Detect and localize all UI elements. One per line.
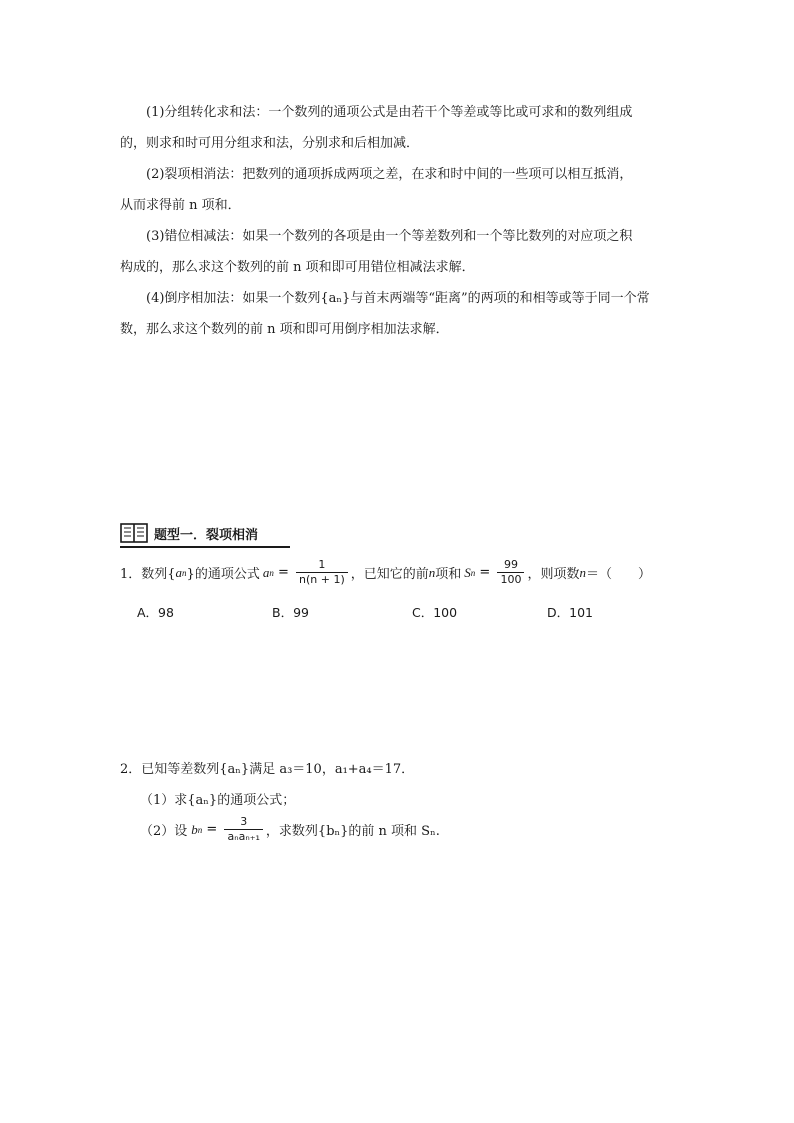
q1-mid2: ，已知它的前	[350, 567, 429, 582]
q1-frac2-num: 99	[503, 558, 518, 571]
question-2-line-1: 2．已知等差数列{aₙ}满足 a₃＝10，a₁+a₄＝17．	[120, 762, 415, 777]
method-3-line-1: (3)错位相减法：如果一个数列的各项是由一个等差数列和一个等比数列的对应项之积	[146, 229, 633, 244]
q1-fraction	[296, 558, 348, 587]
method-1-line-1: (1)分组转化求和法：一个数列的通项公式是由若干个等差或等比或可求和的数列组成	[146, 105, 633, 120]
method-4-line-1: (4)倒序相加法：如果一个数列{aₙ}与首末两端等“距离”的两项的和相等或等于同一个常	[146, 291, 650, 306]
q2-fraction	[224, 815, 262, 844]
q1-n2: n	[579, 564, 586, 580]
method-4-line-2: 数，那么求这个数列的前 n 项和即可用倒序相加法求解．	[120, 322, 449, 337]
q1-frac-den: n(n + 1)	[296, 572, 348, 587]
q2-frac-num: 3	[240, 815, 248, 828]
option-d[interactable]: D．101	[547, 605, 593, 620]
question-2-part-2: （2）设 b n = $\frac{3}{\text{aₙaₙ₊₁}}$ ，求数列{bₙ}的前 n 项和 Sₙ.	[140, 815, 440, 843]
option-b[interactable]: B．99	[272, 605, 309, 620]
q1-n1: n	[428, 564, 436, 580]
method-1-line-2: 的，则求和时可用分组求和法，分别求和后相加减．	[120, 136, 420, 151]
method-2-line-1: (2)裂项相消法：把数列的通项拆成两项之差，在求和时中间的一些项可以相互抵消，	[146, 167, 633, 182]
option-c[interactable]: C．100	[412, 605, 458, 620]
q1-sub-n: n	[182, 567, 187, 578]
q1-frac-num: 1	[318, 558, 326, 571]
q1-fraction-2	[497, 558, 524, 587]
section-title: 题型一．裂项相消	[154, 527, 259, 543]
method-2-line-2: 从而求得前 n 项和．	[120, 198, 241, 213]
question-1: 1．数列{ a n }的通项公式 a n = $\frac{1}{n(n + 1)}$ ，已知它的前 n 项和 S n = $\frac{99}{100}$ ，则项数 n ＝（ ）	[120, 558, 651, 586]
option-a[interactable]: A．98	[137, 605, 174, 620]
section-header	[120, 521, 290, 545]
q1-suffix: ＝（ ）	[585, 567, 651, 582]
q2-b: b	[191, 821, 198, 837]
q1-mid3: 项和	[435, 567, 462, 582]
q1-S: S	[464, 564, 471, 580]
q1-a: a	[175, 564, 183, 580]
section-underline	[120, 546, 290, 548]
book-icon	[120, 523, 148, 543]
q2-suffix: ，求数列{bₙ}的前 n 项和 Sₙ.	[265, 824, 440, 839]
q1-frac2-den: 100	[497, 572, 524, 587]
q2-eq: =	[202, 822, 222, 837]
summation-methods	[120, 97, 680, 345]
method-3-line-2: 构成的，那么求这个数列的前 n 项和即可用错位相减法求解．	[120, 260, 475, 275]
question-2-part-1: （1）求{aₙ}的通项公式；	[140, 793, 296, 808]
q1-mid4: ，则项数	[527, 567, 580, 582]
q2-prefix: （2）设	[140, 824, 188, 839]
q1-an: a	[262, 564, 270, 580]
q1-eq: =	[273, 565, 293, 580]
q2-frac-den: aₙaₙ₊₁	[224, 829, 262, 844]
q1-mid1: }的通项公式	[186, 567, 260, 582]
q1-prefix: 1．数列{	[120, 567, 176, 582]
